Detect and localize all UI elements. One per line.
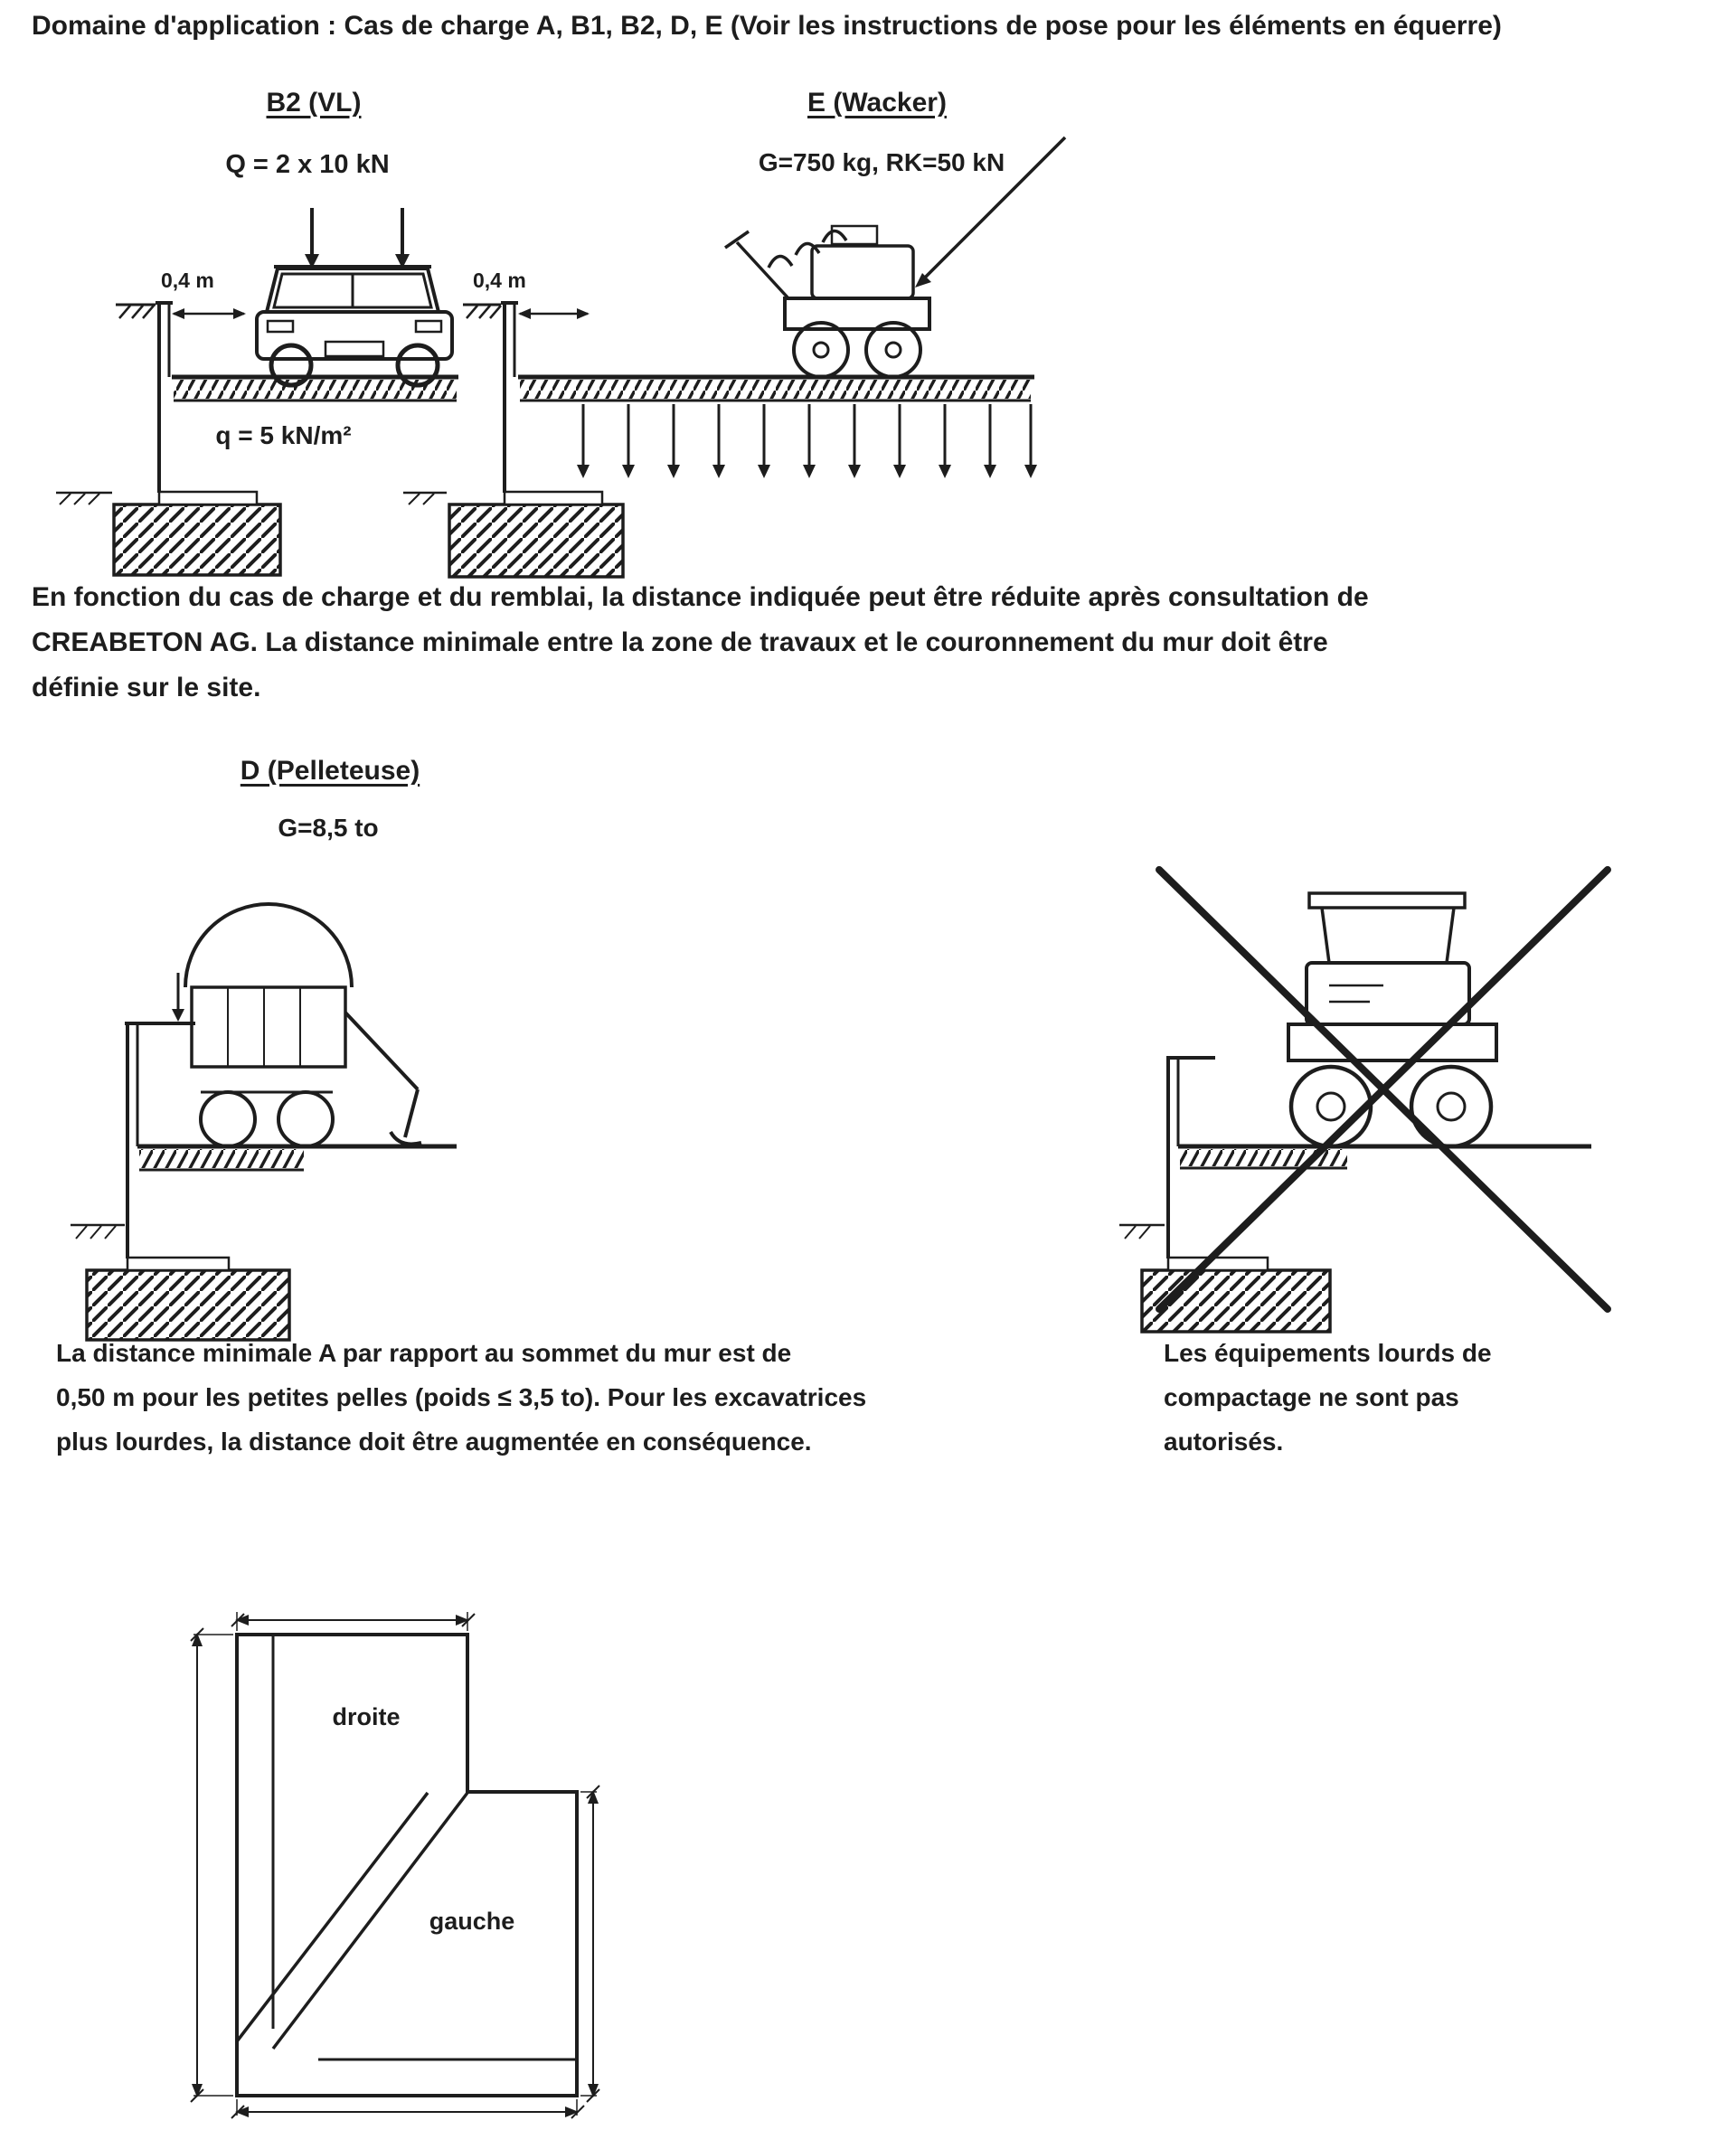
d-foundation <box>71 1225 289 1340</box>
prohibition-cross <box>1159 870 1608 1309</box>
diagram-d-svg <box>54 850 479 1352</box>
caption-line: Les équipements lourds de <box>1164 1339 1492 1367</box>
e-pressure-arrows <box>577 404 1037 478</box>
paragraph-line: CREABETON AG. La distance minimale entre la zone de travaux et le couronnement du mur doit être <box>32 627 1328 657</box>
b2-load-label: Q = 2 x 10 kN <box>225 150 390 179</box>
corner-dimensions <box>191 1612 599 2118</box>
corner-label-droite: droite <box>332 1703 401 1730</box>
b2-car <box>257 267 452 385</box>
caption-right <box>1164 1331 1492 1464</box>
d-weight-label: G=8,5 to <box>278 814 379 842</box>
e-spec-label: G=750 kg, RK=50 kN <box>758 148 1005 176</box>
caption-line: La distance minimale A par rapport au sommet du mur est de <box>56 1339 792 1367</box>
corner-figure-svg <box>127 1600 651 2130</box>
d-excavator <box>185 904 421 1146</box>
diagram-b2-svg <box>90 203 479 583</box>
d-wall <box>125 1023 195 1258</box>
e-distance-label: 0,4 m <box>473 269 526 292</box>
e-pointer-arrow <box>915 137 1065 287</box>
e-compactor <box>725 226 929 377</box>
d-ground <box>137 1146 457 1170</box>
e-ground <box>518 377 1034 401</box>
crossed-ground <box>1178 1146 1591 1168</box>
caption-line: autorisés. <box>1164 1428 1284 1456</box>
document-title: Domaine d'application : Cas de charge A, B1, B2, D, E (Voir les instructions de pose pour les éléments en équerre) <box>32 11 1502 41</box>
d-heading: D (Pelleteuse) <box>240 756 420 786</box>
e-wall <box>463 303 518 493</box>
b2-load-arrows <box>305 208 410 269</box>
b2-surcharge-label: q = 5 kN/m² <box>215 421 352 449</box>
b2-ground <box>172 377 458 401</box>
b2-distance-label: 0,4 m <box>161 269 214 292</box>
roller-machine <box>1288 893 1496 1146</box>
paragraph-line: En fonction du cas de charge et du remblai, la distance indiquée peut être réduite après consultation de <box>32 582 1369 612</box>
intro-paragraph <box>32 575 1369 711</box>
caption-line: compactage ne sont pas <box>1164 1383 1459 1411</box>
d-pointer-arrow <box>172 973 184 1022</box>
b2-foundation <box>56 492 280 575</box>
paragraph-line: définie sur le site. <box>32 673 261 702</box>
caption-line: plus lourdes, la distance doit être augmentée en conséquence. <box>56 1428 812 1456</box>
b2-heading: B2 (VL) <box>266 88 362 118</box>
e-heading: E (Wacker) <box>807 88 947 118</box>
corner-label-gauche: gauche <box>429 1908 515 1935</box>
diagram-e-svg <box>448 118 1080 583</box>
b2-wall <box>116 303 173 493</box>
caption-left <box>56 1331 866 1464</box>
caption-line: 0,50 m pour les petites pelles (poids ≤ 3,5 to). Pour les excavatrices <box>56 1383 867 1411</box>
diagram-crossed-svg <box>1112 854 1628 1334</box>
